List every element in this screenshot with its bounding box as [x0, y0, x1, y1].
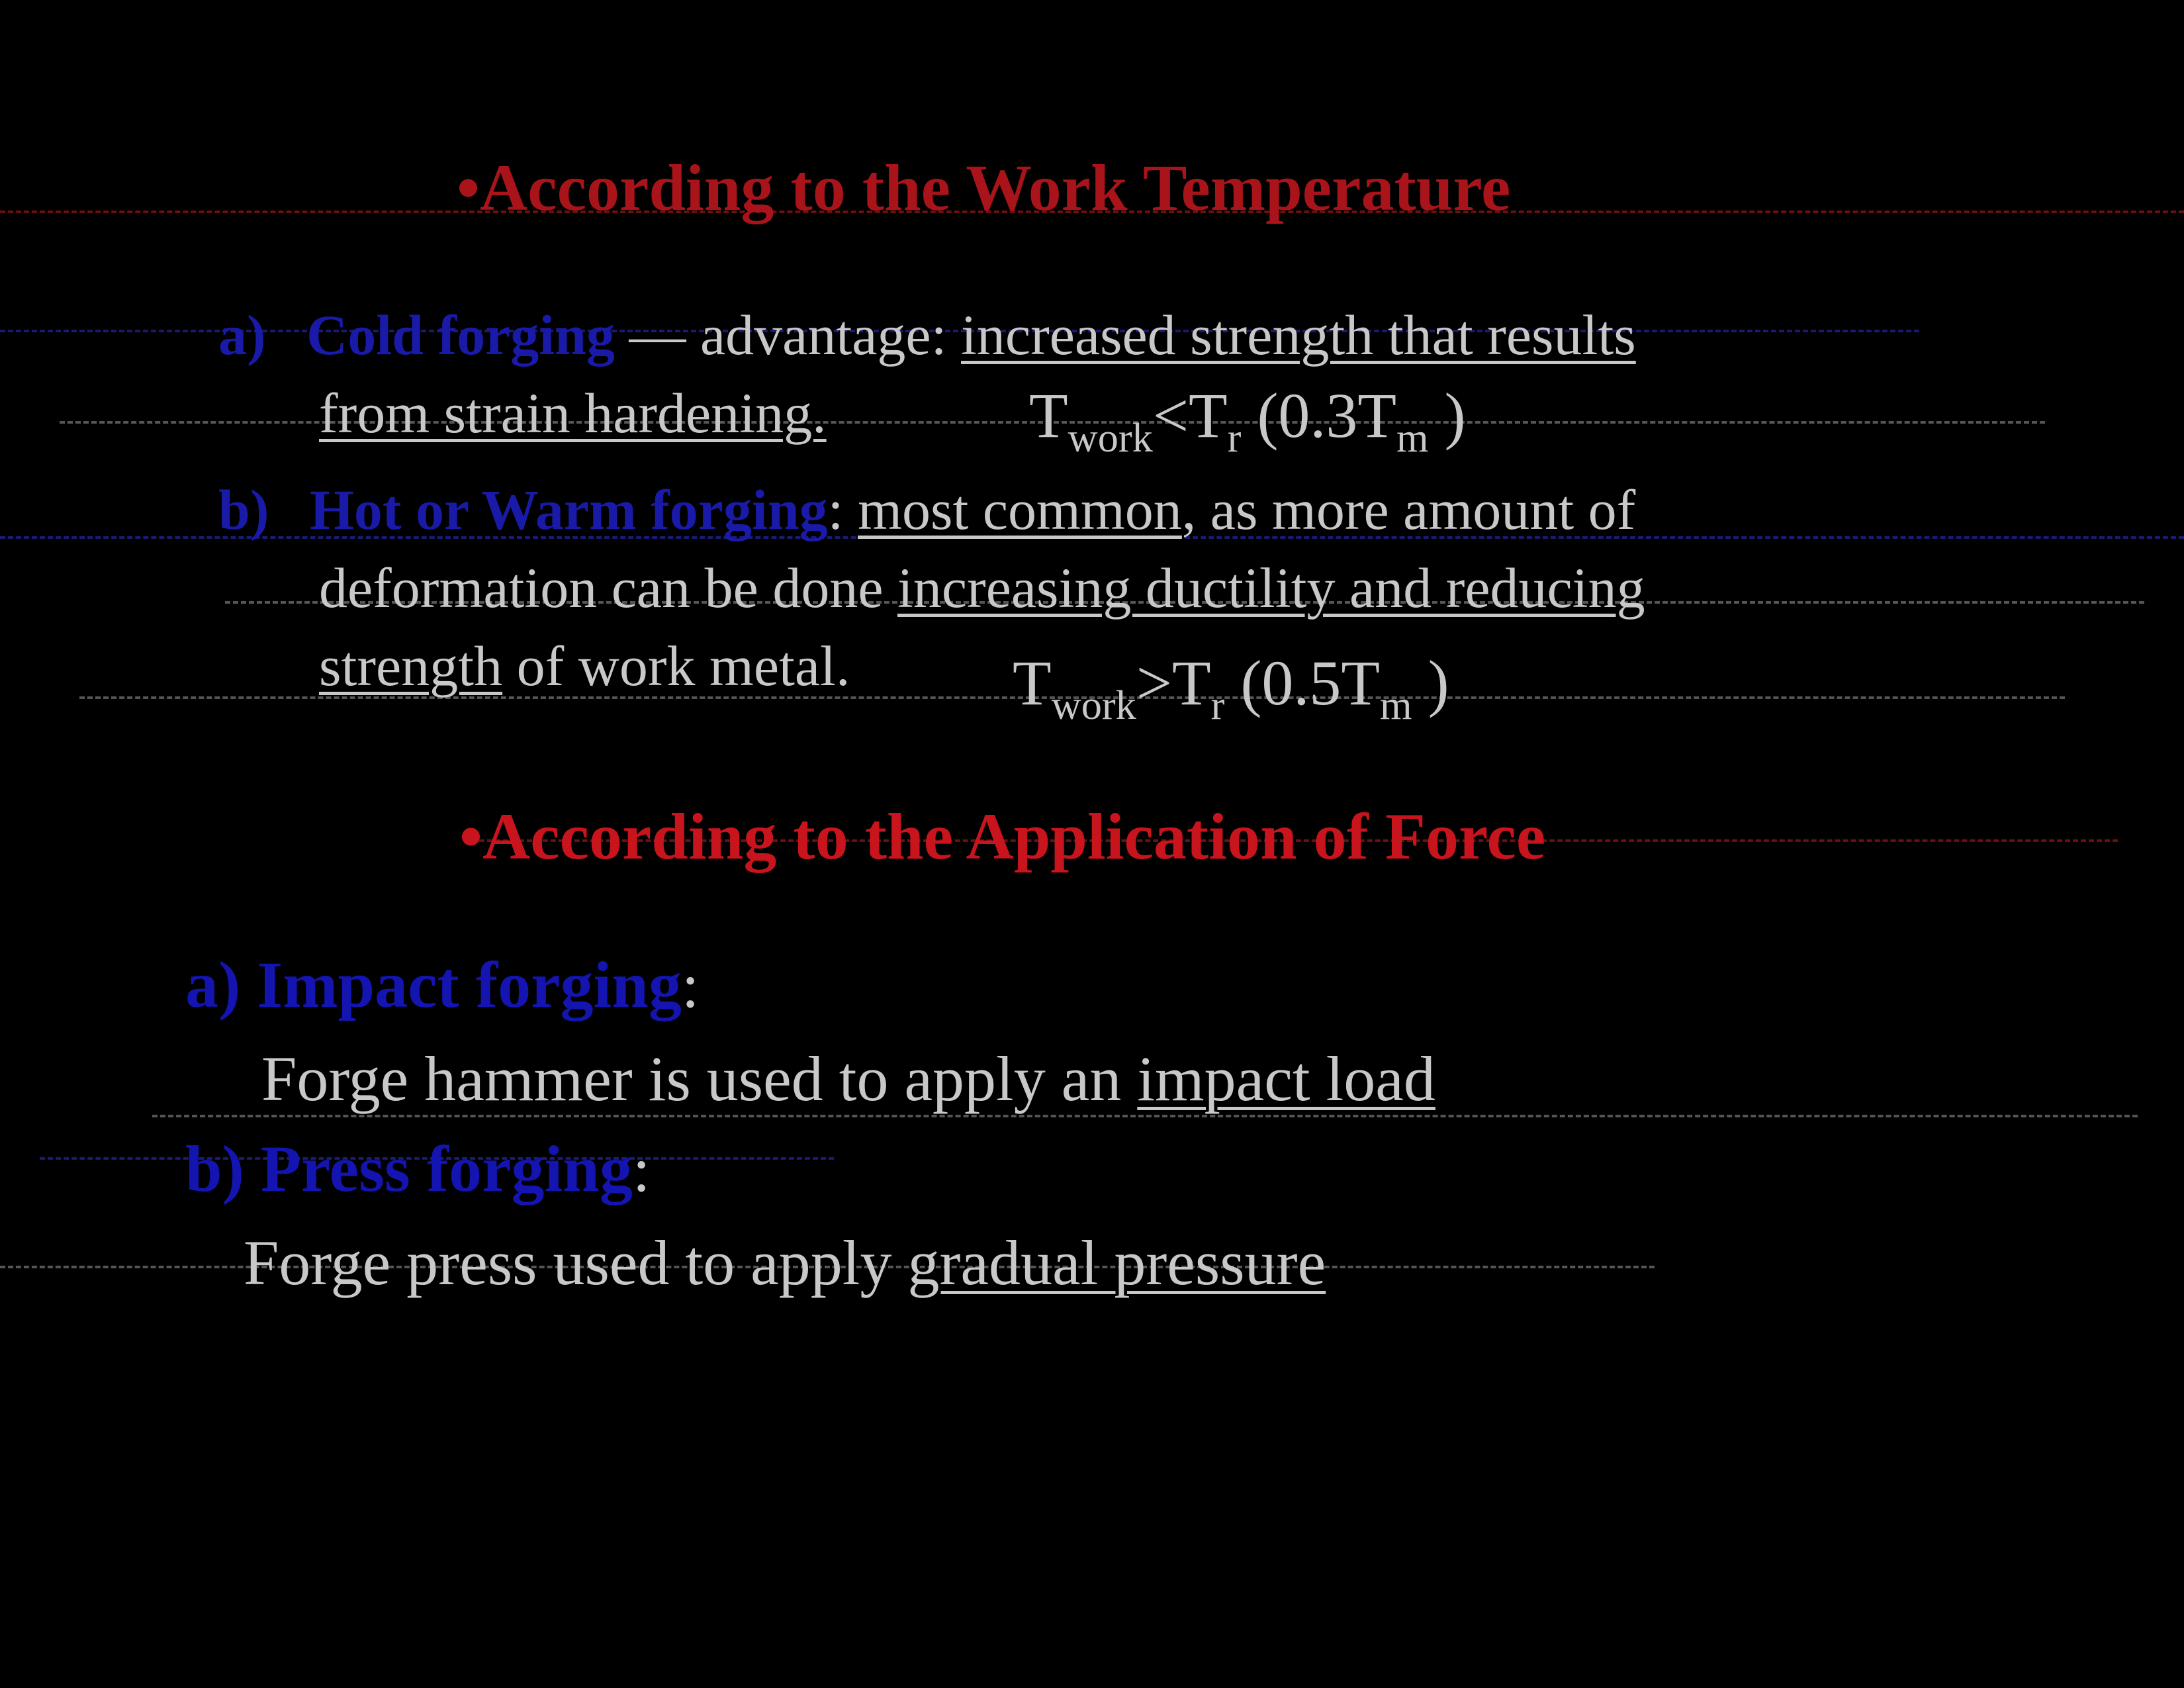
cold-forging-advantage: increased strength that results: [961, 303, 1636, 367]
cold-forging-line1: [218, 302, 1636, 368]
press-forging-desc: [244, 1226, 1326, 1299]
hot-forging-strength: strength: [319, 634, 503, 698]
cold-forging-advantage-cont: from strain hardening.: [319, 381, 827, 445]
formula-sub-work: work: [1068, 414, 1153, 461]
formula-sub-m: m: [1380, 682, 1412, 728]
cold-forging-line2: [319, 380, 827, 446]
formula-close: ): [1428, 380, 1466, 451]
press-forging-title: b) Press forging: [185, 1132, 633, 1205]
cold-forging-separator: — advantage:: [615, 303, 961, 367]
formula-t: T: [1189, 380, 1228, 451]
formula-sub-r: r: [1210, 682, 1225, 728]
hot-forging-ductility: increasing ductility and reducing: [897, 556, 1645, 620]
cold-forging-formula: [1029, 379, 1466, 461]
formula-value: (0.3T: [1241, 380, 1397, 451]
impact-forging-load: impact load: [1137, 1043, 1435, 1114]
hot-forging-work-metal: of work metal.: [502, 634, 850, 698]
hot-forging-title: Hot or Warm forging: [309, 478, 828, 541]
impact-forging-desc-text: Forge hammer is used to apply an: [261, 1043, 1138, 1114]
hot-forging-colon: :: [827, 478, 858, 541]
hot-forging-line3: [319, 633, 850, 699]
formula-t: T: [1172, 647, 1211, 718]
impact-forging-desc: [261, 1042, 1435, 1115]
press-forging-desc-text: Forge press used to apply: [244, 1227, 908, 1298]
impact-forging-colon: :: [681, 950, 700, 1021]
cold-forging-title: Cold forging: [306, 303, 615, 367]
hot-forging-formula: [1013, 646, 1449, 728]
formula-t: T: [1013, 647, 1052, 718]
impact-forging-heading: [185, 947, 700, 1023]
hot-forging-common: most common: [858, 478, 1182, 541]
item-marker: b): [218, 478, 269, 541]
formula-sub-r: r: [1227, 414, 1242, 461]
formula-sub-work: work: [1051, 682, 1136, 728]
formula-relation: >: [1136, 647, 1173, 718]
hot-forging-deformation: deformation can be done: [319, 556, 897, 620]
press-forging-pressure: gradual pressure: [907, 1227, 1326, 1298]
formula-t: T: [1029, 380, 1068, 451]
section-heading-work-temperature: •According to the Work Temperature: [457, 151, 1511, 224]
formula-relation: <: [1152, 380, 1189, 451]
formula-value: (0.5T: [1224, 647, 1381, 718]
press-forging-heading: [185, 1131, 651, 1207]
section-heading-application-of-force: •According to the Application of Force: [459, 800, 1546, 873]
impact-forging-title: a) Impact forging: [185, 948, 682, 1021]
hot-forging-line1: [218, 477, 1635, 543]
item-marker: a): [218, 303, 266, 367]
formula-close: ): [1412, 647, 1449, 718]
hot-forging-rest: , as more amount of: [1181, 478, 1636, 541]
press-forging-colon: :: [632, 1134, 651, 1205]
formula-sub-m: m: [1396, 414, 1429, 461]
hot-forging-line2: [319, 555, 1645, 621]
